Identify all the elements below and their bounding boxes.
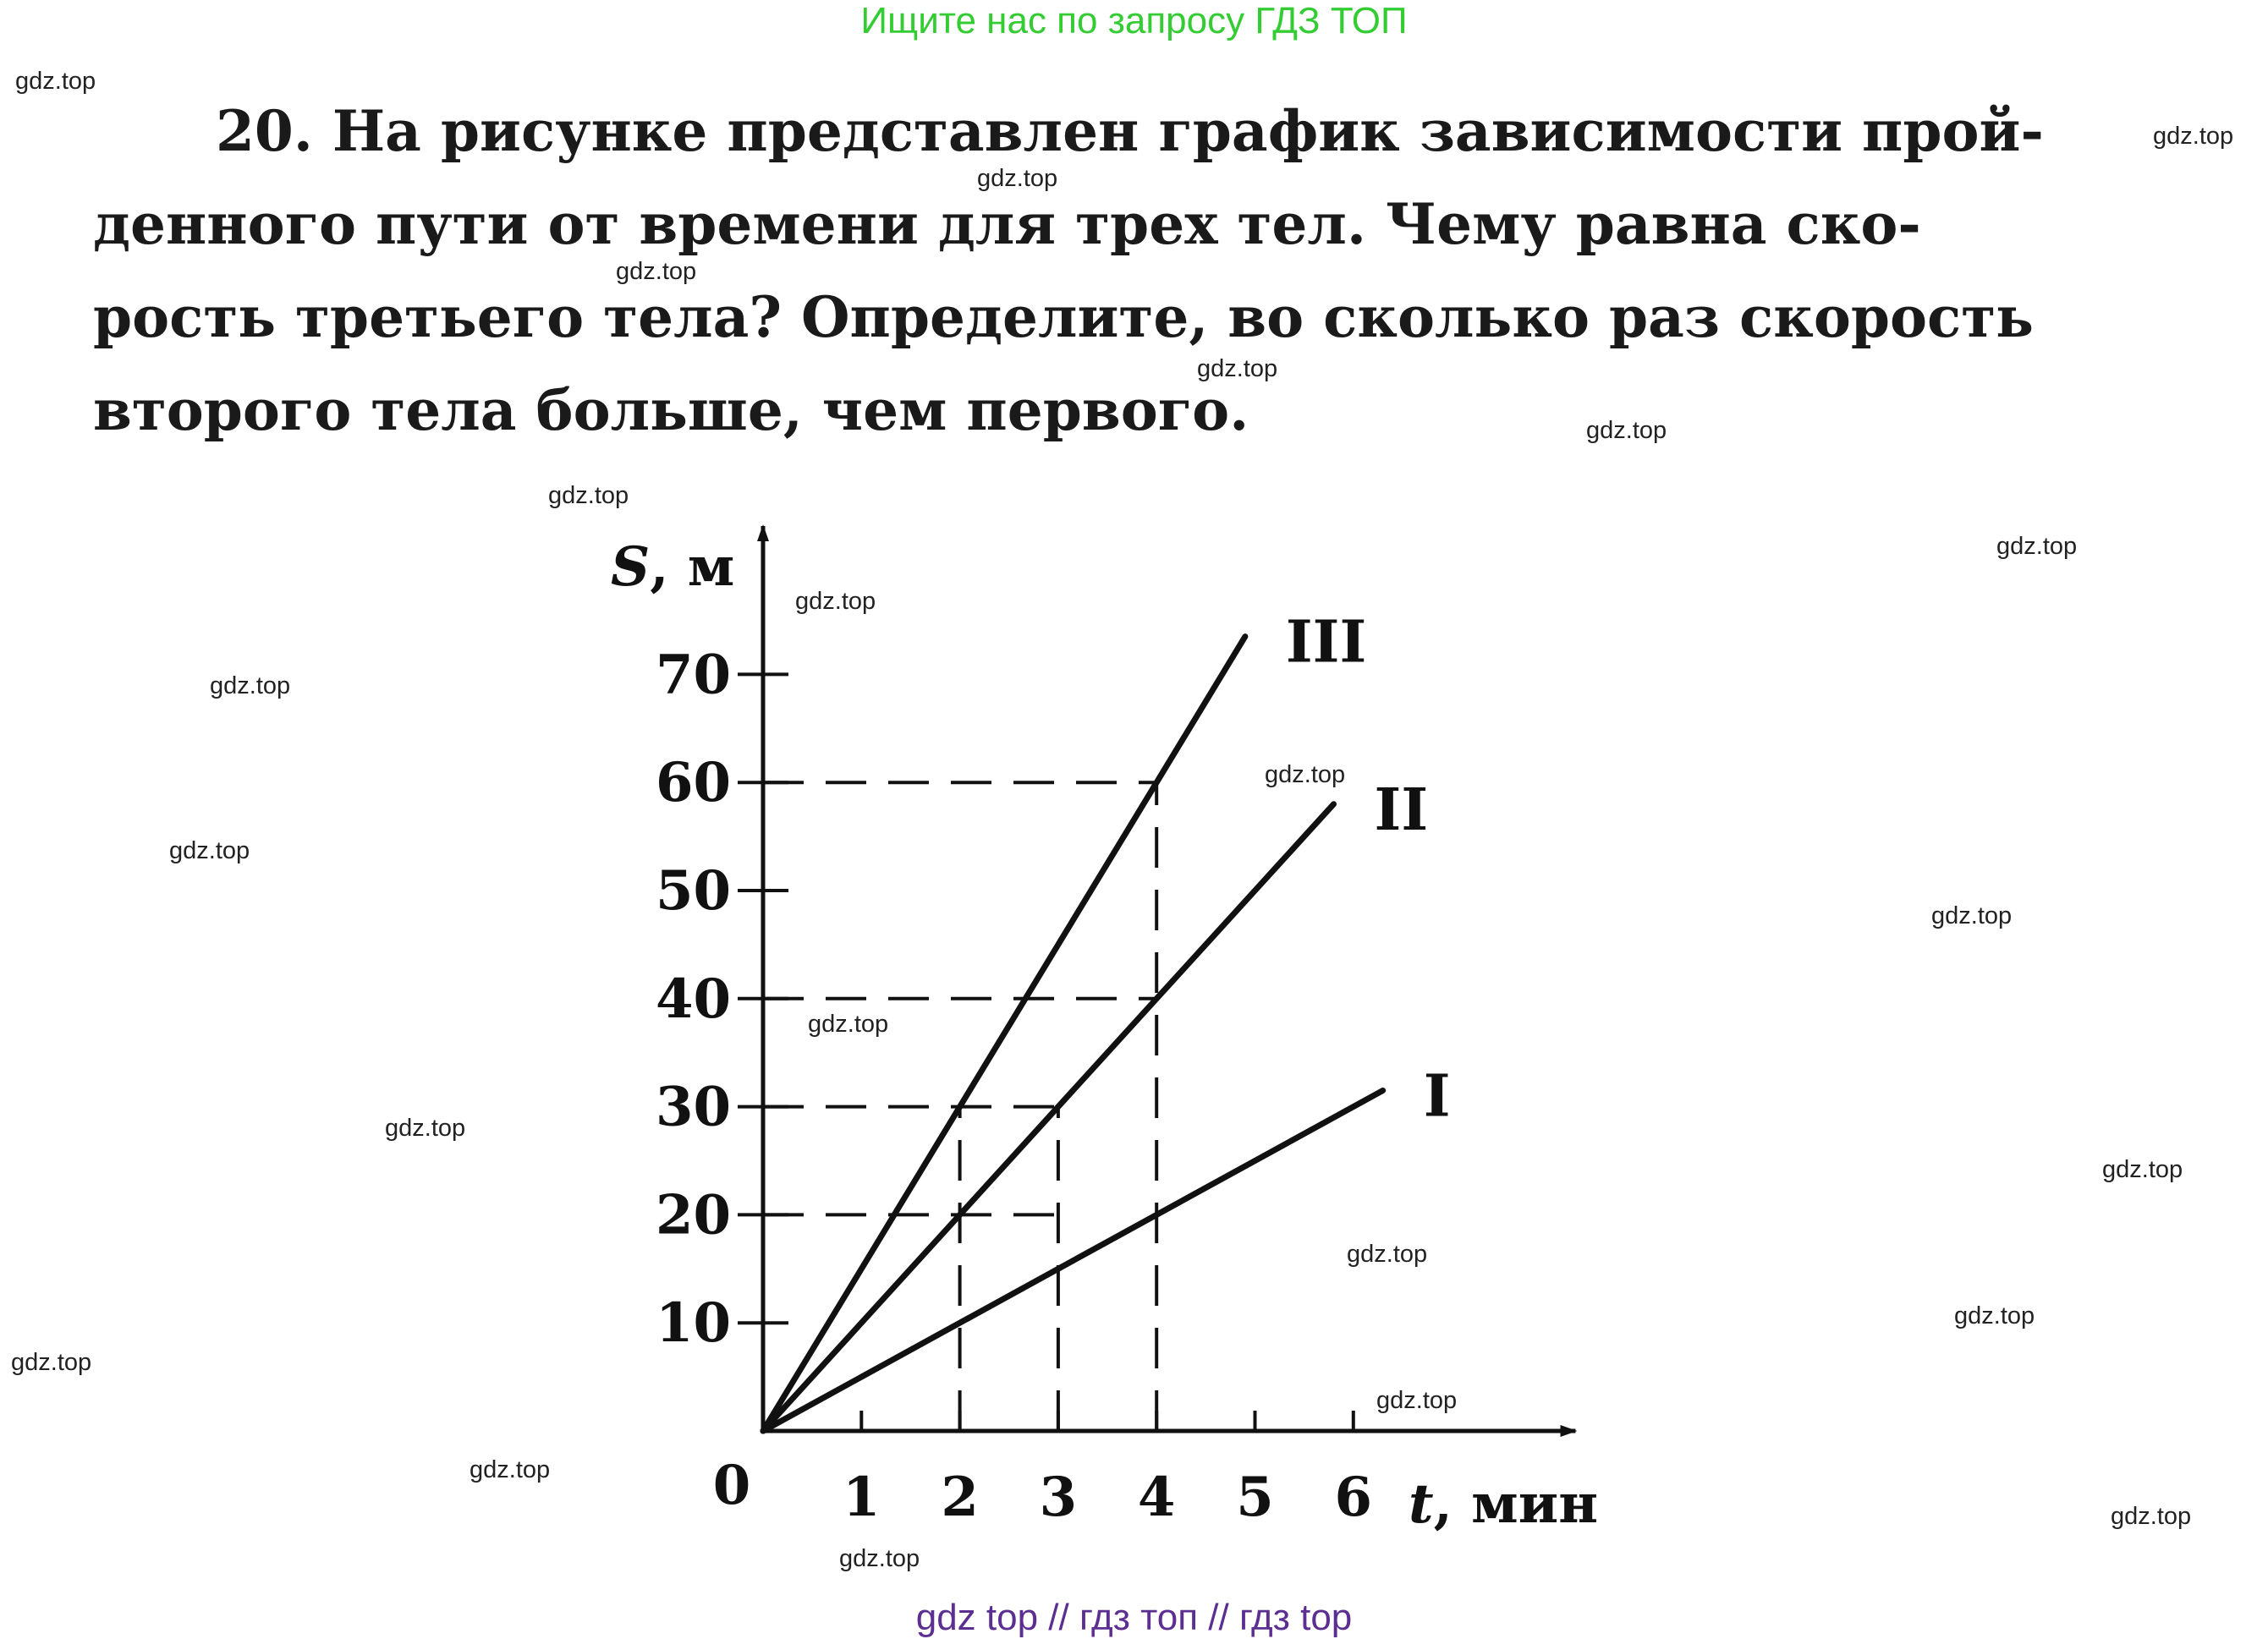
watermark-15: gdz.top: [2102, 1156, 2183, 1183]
watermark-14: gdz.top: [385, 1115, 466, 1142]
watermark-9: gdz.top: [210, 672, 291, 699]
watermark-6: gdz.top: [548, 482, 629, 509]
x-tick-label-3: 3: [1039, 1466, 1078, 1529]
watermark-1: gdz.top: [2153, 123, 2234, 150]
series-label-III: III: [1285, 608, 1367, 677]
problem-number: 20.: [216, 98, 313, 164]
watermark-10: gdz.top: [1265, 761, 1346, 788]
search-banner: Ищите нас по запросу ГДЗ ТОП: [860, 0, 1408, 41]
problem-line-4: второго тела больше, чем первого.: [93, 377, 1249, 443]
watermark-16: gdz.top: [1347, 1241, 1428, 1268]
watermark-3: gdz.top: [616, 258, 697, 285]
chart-labels: [611, 535, 1598, 1536]
watermark-5: gdz.top: [1586, 417, 1667, 444]
problem-line-3: рость третьего тела? Определите, во сколько раз скорость: [93, 284, 2034, 350]
y-tick-label-60: 60: [655, 751, 731, 815]
y-axis-unit: , м: [650, 535, 735, 599]
watermark-20: gdz.top: [470, 1456, 551, 1483]
watermark-12: gdz.top: [1931, 902, 2013, 929]
watermark-4: gdz.top: [1197, 355, 1278, 382]
watermark-18: gdz.top: [11, 1349, 92, 1376]
x-axis-var: t: [1409, 1472, 1434, 1536]
y-tick-label-40: 40: [655, 967, 731, 1031]
watermark-7: gdz.top: [1996, 533, 2078, 560]
x-tick-label-2: 2: [941, 1466, 979, 1529]
y-tick-label-30: 30: [655, 1075, 731, 1139]
x-tick-label-4: 4: [1137, 1466, 1176, 1529]
series-label-I: I: [1423, 1062, 1451, 1131]
watermark-11: gdz.top: [169, 837, 250, 864]
series-line-I: [763, 1090, 1383, 1431]
x-tick-label-6: 6: [1334, 1466, 1373, 1529]
footer-links: gdz top // гдз топ // гдз top: [915, 1597, 1353, 1638]
watermark-0: gdz.top: [15, 68, 96, 95]
watermark-2: gdz.top: [977, 165, 1058, 192]
series-label-II: II: [1374, 776, 1429, 844]
y-tick-label-50: 50: [655, 859, 731, 923]
watermark-8: gdz.top: [795, 588, 876, 615]
y-tick-label-10: 10: [655, 1291, 731, 1356]
y-tick-label-70: 70: [655, 643, 731, 707]
watermark-22: gdz.top: [839, 1545, 920, 1572]
y-tick-label-20: 20: [655, 1183, 731, 1247]
x-axis-unit: , мин: [1433, 1472, 1599, 1536]
watermark-13: gdz.top: [808, 1011, 889, 1038]
y-axis-var: S: [611, 535, 651, 599]
origin-label: 0: [712, 1454, 751, 1517]
watermark-21: gdz.top: [2111, 1503, 2192, 1530]
problem-line-2: денного пути от времени для трех тел. Чему равна ско-: [93, 191, 1921, 257]
series-line-II: [763, 804, 1334, 1431]
problem-line-1: 20. На рисунке представлен график зависимости прой-: [216, 98, 2044, 164]
x-axis-label: [1409, 1472, 1598, 1536]
watermark-19: gdz.top: [1376, 1387, 1458, 1414]
x-tick-label-1: 1: [843, 1466, 881, 1529]
y-axis-label: [611, 535, 734, 599]
watermark-17: gdz.top: [1954, 1302, 2035, 1329]
x-tick-label-5: 5: [1236, 1466, 1274, 1529]
